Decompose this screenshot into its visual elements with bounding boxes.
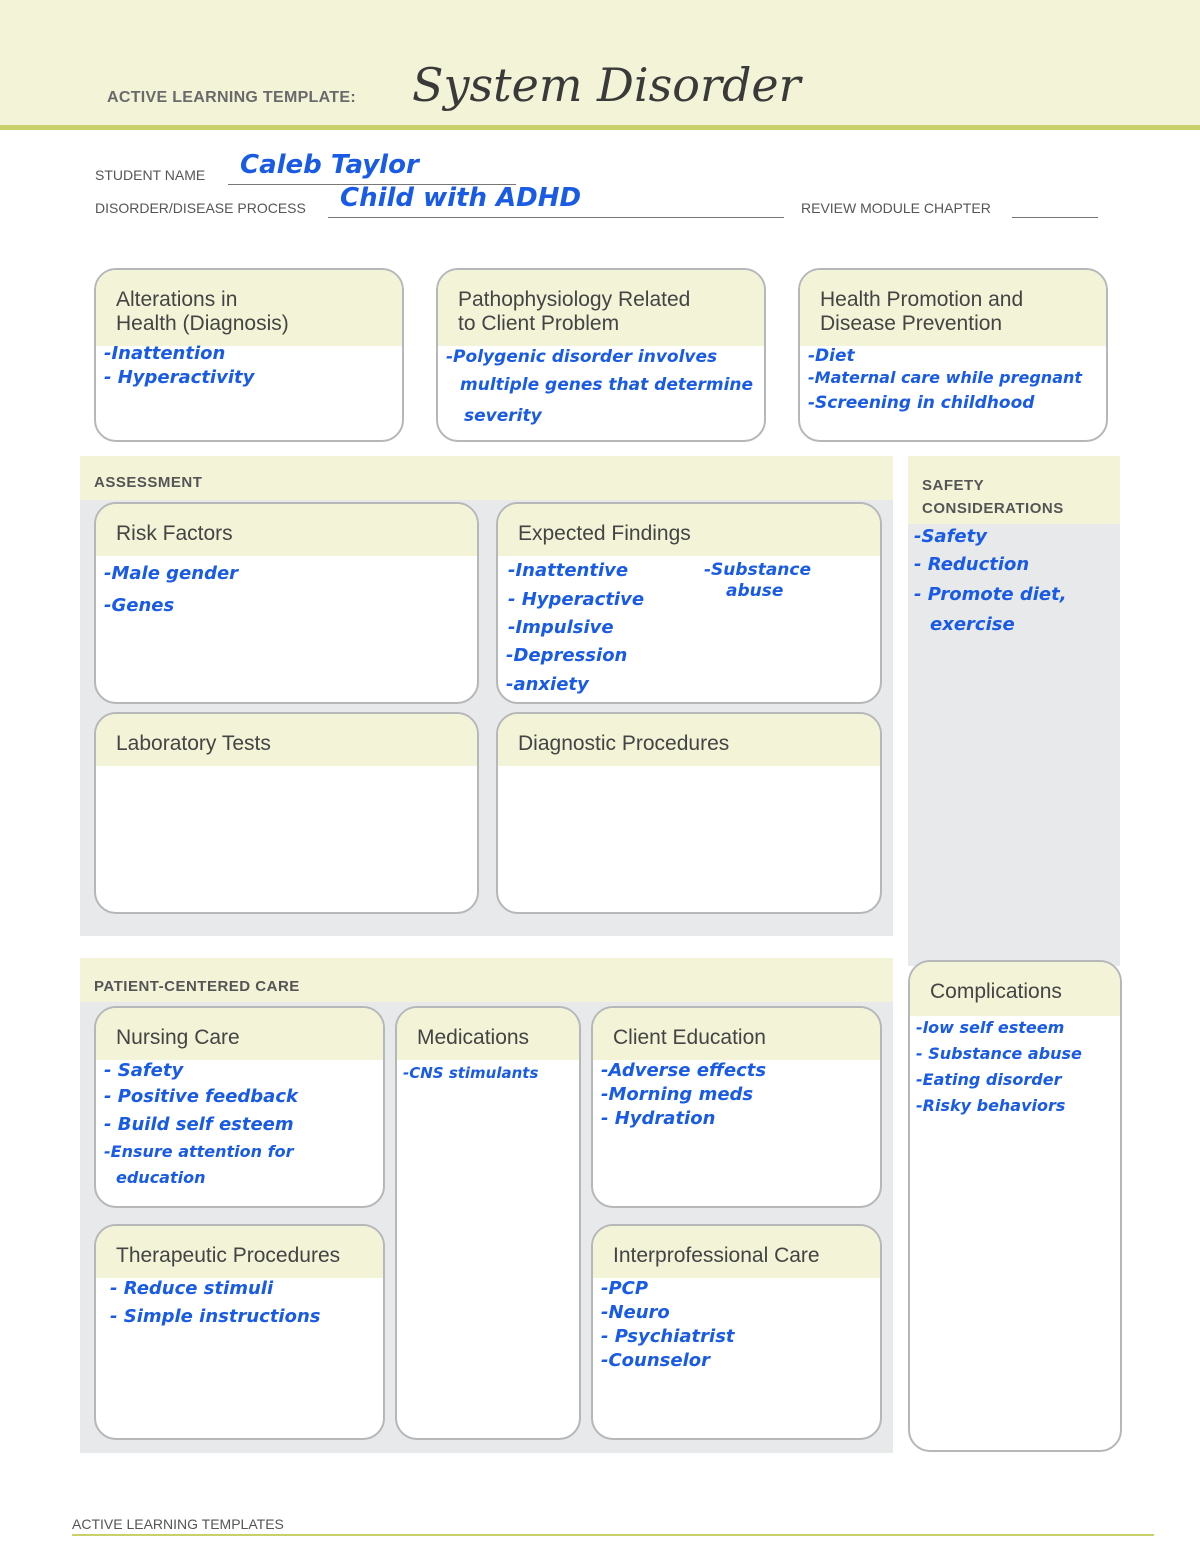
nursing-care-entry: - Positive feedback xyxy=(104,1086,298,1107)
health-promotion-box[interactable] xyxy=(798,268,1108,442)
expected-findings-box[interactable] xyxy=(496,502,882,704)
expected-findings-entry: - Hyperactive xyxy=(508,589,645,610)
template-header xyxy=(0,0,1200,130)
patient-centered-care-label: PATIENT-CENTERED CARE xyxy=(80,958,893,1002)
template-label: ACTIVE LEARNING TEMPLATE: xyxy=(107,89,356,106)
interprofessional-care-entry: -PCP xyxy=(601,1278,649,1299)
risk-factors-entry: -Genes xyxy=(104,595,175,616)
expected-findings-entry: -Depression xyxy=(506,645,628,666)
assessment-label: ASSESSMENT xyxy=(80,456,893,500)
therapeutic-procedures-entry: - Simple instructions xyxy=(110,1306,321,1327)
diagnostic-procedures-title: Diagnostic Procedures xyxy=(498,714,880,766)
complications-box[interactable] xyxy=(908,960,1122,1452)
alterations-entry: - Hyperactivity xyxy=(104,367,255,388)
expected-findings-entry: -Impulsive xyxy=(508,617,614,638)
pathophysiology-entry: severity xyxy=(464,406,542,426)
nursing-care-entry: education xyxy=(116,1168,206,1187)
risk-factors-title: Risk Factors xyxy=(96,504,477,556)
pathophysiology-title-line1: Pathophysiology Related xyxy=(458,288,691,311)
expected-findings-title: Expected Findings xyxy=(498,504,880,556)
nursing-care-entry: - Build self esteem xyxy=(104,1114,294,1135)
client-education-entry: - Hydration xyxy=(601,1108,716,1129)
medications-box[interactable] xyxy=(395,1006,581,1440)
interprofessional-care-box[interactable] xyxy=(591,1224,882,1440)
nursing-care-entry: - Safety xyxy=(104,1060,184,1081)
expected-findings-entry: abuse xyxy=(726,581,784,601)
complications-entry: - Substance abuse xyxy=(916,1044,1082,1063)
health-promotion-title-line2: Disease Prevention xyxy=(820,312,1003,335)
client-education-entry: -Adverse effects xyxy=(601,1060,767,1081)
therapeutic-procedures-entry: - Reduce stimuli xyxy=(110,1278,274,1299)
footer-rule xyxy=(72,1534,1154,1536)
alterations-box[interactable] xyxy=(94,268,404,442)
expected-findings-entry: -Inattentive xyxy=(508,560,629,581)
disorder-label: DISORDER/DISEASE PROCESS xyxy=(95,200,306,216)
expected-findings-entry: -Substance xyxy=(704,560,811,580)
review-module-line xyxy=(1012,217,1098,218)
laboratory-tests-box[interactable] xyxy=(94,712,479,914)
safety-label-line1: SAFETY xyxy=(922,477,985,494)
alterations-title-line2: Health (Diagnosis) xyxy=(116,312,289,335)
alterations-title-line1: Alterations in xyxy=(116,288,238,311)
student-name-label: STUDENT NAME xyxy=(95,167,206,183)
health-promotion-entry: -Screening in childhood xyxy=(808,393,1035,413)
interprofessional-care-entry: -Neuro xyxy=(601,1302,670,1323)
client-education-box[interactable] xyxy=(591,1006,882,1208)
medications-title: Medications xyxy=(397,1008,579,1060)
client-education-title: Client Education xyxy=(593,1008,880,1060)
safety-label-line2: CONSIDERATIONS xyxy=(922,500,1064,517)
complications-entry: -Eating disorder xyxy=(916,1070,1062,1089)
pathophysiology-title-line2: to Client Problem xyxy=(458,312,620,335)
nursing-care-title: Nursing Care xyxy=(96,1008,383,1060)
diagnostic-procedures-box[interactable] xyxy=(496,712,882,914)
risk-factors-entry: -Male gender xyxy=(104,563,239,584)
safety-entry: exercise xyxy=(930,614,1015,635)
complications-entry: -low self esteem xyxy=(916,1018,1065,1037)
health-promotion-entry: -Diet xyxy=(808,346,855,366)
review-module-label: REVIEW MODULE CHAPTER xyxy=(801,200,991,216)
safety-entry: - Reduction xyxy=(914,554,1030,575)
pathophysiology-box[interactable] xyxy=(436,268,766,442)
nursing-care-entry: -Ensure attention for xyxy=(104,1142,294,1161)
template-title: System Disorder xyxy=(412,58,801,112)
interprofessional-care-entry: -Counselor xyxy=(601,1350,711,1371)
safety-entry: - Promote diet, xyxy=(914,584,1067,605)
therapeutic-procedures-title: Therapeutic Procedures xyxy=(96,1226,383,1278)
safety-label xyxy=(908,456,1120,524)
risk-factors-box[interactable] xyxy=(94,502,479,704)
client-education-entry: -Morning meds xyxy=(601,1084,754,1105)
interprofessional-care-title: Interprofessional Care xyxy=(593,1226,880,1278)
student-name-value[interactable]: Caleb Taylor xyxy=(240,150,419,180)
complications-entry: -Risky behaviors xyxy=(916,1096,1066,1115)
disorder-value[interactable]: Child with ADHD xyxy=(340,183,582,213)
nursing-care-box[interactable] xyxy=(94,1006,385,1208)
health-promotion-title xyxy=(800,270,1106,346)
complications-title: Complications xyxy=(910,962,1120,1016)
pathophysiology-entry: -Polygenic disorder involves xyxy=(446,347,718,367)
pathophysiology-title xyxy=(438,270,764,346)
disorder-line xyxy=(328,217,784,218)
therapeutic-procedures-box[interactable] xyxy=(94,1224,385,1440)
medications-entry: -CNS stimulants xyxy=(403,1064,539,1082)
alterations-title xyxy=(96,270,402,346)
laboratory-tests-title: Laboratory Tests xyxy=(96,714,477,766)
health-promotion-title-line1: Health Promotion and xyxy=(820,288,1024,311)
expected-findings-entry: -anxiety xyxy=(506,674,589,695)
footer-text: ACTIVE LEARNING TEMPLATES xyxy=(72,1516,284,1532)
health-promotion-entry: -Maternal care while pregnant xyxy=(808,368,1083,387)
interprofessional-care-entry: - Psychiatrist xyxy=(601,1326,735,1347)
pathophysiology-entry: multiple genes that determine xyxy=(460,375,754,395)
safety-panel xyxy=(908,456,1120,966)
alterations-entry: -Inattention xyxy=(104,343,226,364)
safety-entry: -Safety xyxy=(914,526,987,547)
